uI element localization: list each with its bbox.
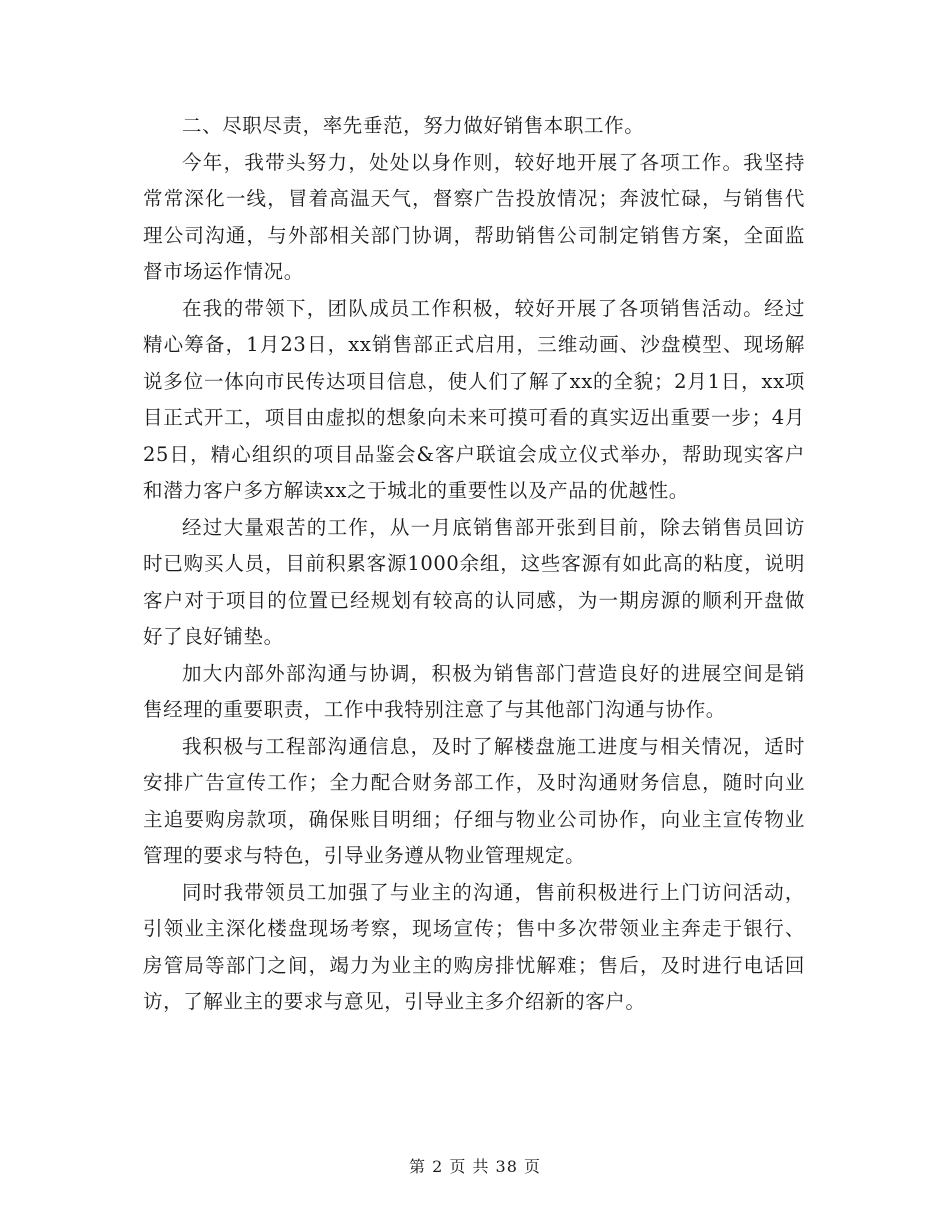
paragraph-customer-base: 经过大量艰苦的工作，从一月底销售部开张到目前，除去销售员回访时已购买人员，目前积累客源1000余组，这些客源有如此高的粘度，说明客户对于项目的位置已经规划有较高的认同感，为一期房源的顺利开盘做好了良好铺垫。 bbox=[143, 515, 805, 648]
paragraph-communication: 加大内部外部沟通与协调，积极为销售部门营造良好的进展空间是销售经理的重要职责，工作中我特别注意了与其他部门沟通与协作。 bbox=[143, 661, 805, 721]
paragraph-work-overview: 今年，我带头努力，处处以身作则，较好地开展了各项工作。我坚持常常深化一线，冒着高温天气，督察广告投放情况；奔波忙碌，与销售代理公司沟通，与外部相关部门协调，帮助销售公司制定销售方案，全面监督市场运作情况。 bbox=[143, 150, 805, 283]
paragraph-owner-communication: 同时我带领员工加强了与业主的沟通，售前积极进行上门访问活动，引领业主深化楼盘现场考察，现场宣传；售中多次带领业主奔走于银行、房管局等部门之间，竭力为业主的购房排忧解难；售后，及时进行电话回访，了解业主的要求与意见，引导业主多介绍新的客户。 bbox=[143, 880, 805, 1013]
paragraph-team-activities: 在我的带领下，团队成员工作积极，较好开展了各项销售活动。经过精心筹备，1月23日，xx销售部正式启用，三维动画、沙盘模型、现场解说多位一体向市民传达项目信息，使人们了解了xx的全貌；2月1日，xx项目正式开工，项目由虚拟的想象向未来可摸可看的真实迈出重要一步；4月25日，精心组织的项目品鉴会&客户联谊会成立仪式举办，帮助现实客户和潜力客户多方解读xx之于城北的重要性以及产品的优越性。 bbox=[143, 296, 805, 502]
page-body bbox=[143, 108, 805, 1021]
page-number-footer: 第 2 页 共 38 页 bbox=[409, 1157, 541, 1176]
paragraph-department-cooperation: 我积极与工程部沟通信息，及时了解楼盘施工进度与相关情况，适时安排广告宣传工作；全力配合财务部工作，及时沟通财务信息，随时向业主追要购房款项，确保账目明细；仔细与物业公司协作，向业主宣传物业管理的要求与特色，引导业务遵从物业管理规定。 bbox=[143, 734, 805, 867]
section-heading: 二、尽职尽责，率先垂范，努力做好销售本职工作。 bbox=[182, 114, 645, 137]
